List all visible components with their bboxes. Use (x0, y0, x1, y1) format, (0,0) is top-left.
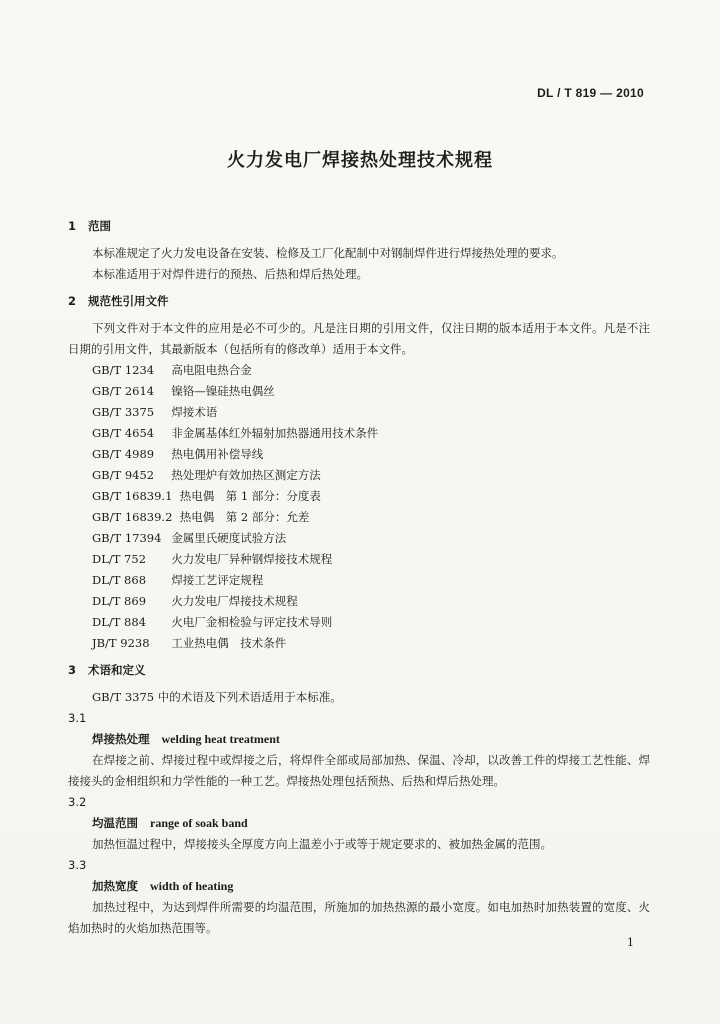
term-heading (92, 813, 650, 834)
document-title: 火力发电厂焊接热处理技术规程 (227, 150, 493, 171)
reference-name: 工业热电偶 技术条件 (171, 636, 287, 650)
section-number: 3 (68, 663, 77, 677)
paragraph: 本标准适用于对焊件进行的预热、后热和焊后热处理。 (92, 267, 368, 281)
reference-item (92, 528, 650, 549)
paragraph: 本标准规定了火力发电设备在安装、检修及工厂化配制中对钢制焊件进行焊接热处理的要求。 (92, 246, 564, 260)
term-zh: 焊接热处理 (92, 732, 150, 746)
section-heading-terms-definitions (68, 660, 650, 681)
reference-code: DL/T 868 (92, 573, 147, 587)
term-definition: 加热过程中，为达到焊件所需要的均温范围，所施加的加热热源的最小宽度。如电加热时加热装置的宽度、火焰加热时的火焰加热范围等。 (68, 900, 650, 935)
term-number: 3.1 (68, 711, 87, 725)
reference-code: GB/T 9452 (92, 468, 155, 482)
document-body (68, 216, 650, 939)
section-heading-normative-references (68, 291, 650, 312)
term-en: width of heating (150, 879, 234, 893)
section-title: 规范性引用文件 (88, 294, 169, 308)
reference-name: 火电厂金相检验与评定技术导则 (171, 615, 333, 629)
reference-item (92, 423, 650, 444)
reference-item (92, 633, 650, 654)
reference-name: 热电偶用补偿导线 (171, 447, 264, 461)
reference-item (92, 444, 650, 465)
paragraph: 下列文件对于本文件的应用是必不可少的。凡是注日期的引用文件，仅注日期的版本适用于本文件。凡是不注日期的引用文件，其最新版本（包括所有的修改单）适用于本文件。 (68, 321, 650, 356)
section-heading-scope (68, 216, 650, 237)
reference-item (92, 612, 650, 633)
reference-item (92, 507, 650, 528)
reference-code: GB/T 4989 (92, 447, 155, 461)
reference-name: 焊接工艺评定规程 (171, 573, 264, 587)
reference-name: 高电阻电热合金 (171, 363, 252, 377)
reference-code: GB/T 17394 (92, 531, 162, 545)
reference-name: 镍铬—镍硅热电偶丝 (171, 384, 275, 398)
reference-code: JB/T 9238 (92, 636, 150, 650)
reference-name: 火力发电厂异种钢焊接技术规程 (171, 552, 333, 566)
page-number: 1 (627, 936, 634, 949)
reference-code: DL/T 869 (92, 594, 147, 608)
standard-code: DL / T 819 — 2010 (537, 86, 644, 100)
reference-item (92, 570, 650, 591)
term-number: 3.2 (68, 795, 87, 809)
reference-item (92, 360, 650, 381)
term-zh: 加热宽度 (92, 879, 138, 893)
reference-code: GB/T 3375 (92, 405, 155, 419)
reference-code: GB/T 16839.1 (92, 489, 173, 503)
reference-code: DL/T 884 (92, 615, 147, 629)
reference-name: 金属里氏硬度试验方法 (171, 531, 287, 545)
reference-name: 火力发电厂焊接技术规程 (171, 594, 298, 608)
term-en: range of soak band (150, 816, 248, 830)
paragraph: GB/T 3375 中的术语及下列术语适用于本标准。 (92, 690, 342, 704)
term-en: welding heat treatment (161, 732, 280, 746)
reference-item (92, 381, 650, 402)
reference-code: GB/T 16839.2 (92, 510, 173, 524)
reference-name: 非金属基体红外辐射加热器通用技术条件 (171, 426, 379, 440)
reference-name: 热电偶 第 2 部分：允差 (179, 510, 310, 524)
reference-item (92, 465, 650, 486)
term-definition: 在焊接之前、焊接过程中或焊接之后，将焊件全部或局部加热、保温、冷却，以改善工件的焊接工艺性能、焊接接头的金相组织和力学性能的一种工艺。焊接热处理包括预热、后热和焊后热处理。 (68, 753, 650, 788)
reference-item (92, 549, 650, 570)
reference-name: 热电偶 第 1 部分：分度表 (179, 489, 321, 503)
reference-list (68, 360, 650, 654)
term-heading (92, 876, 650, 897)
reference-name: 焊接术语 (171, 405, 218, 419)
term-number: 3.3 (68, 858, 87, 872)
section-title: 术语和定义 (88, 663, 146, 677)
reference-name: 热处理炉有效加热区测定方法 (171, 468, 321, 482)
reference-code: DL/T 752 (92, 552, 147, 566)
section-number: 2 (68, 294, 77, 308)
reference-code: GB/T 2614 (92, 384, 155, 398)
reference-item (92, 486, 650, 507)
reference-code: GB/T 1234 (92, 363, 155, 377)
section-title: 范围 (88, 219, 111, 233)
term-definition: 加热恒温过程中，焊接接头全厚度方向上温差小于或等于规定要求的、被加热金属的范围。 (92, 837, 552, 851)
term-zh: 均温范围 (92, 816, 138, 830)
reference-item (92, 402, 650, 423)
reference-code: GB/T 4654 (92, 426, 155, 440)
section-number: 1 (68, 219, 77, 233)
term-heading (92, 729, 650, 750)
reference-item (92, 591, 650, 612)
